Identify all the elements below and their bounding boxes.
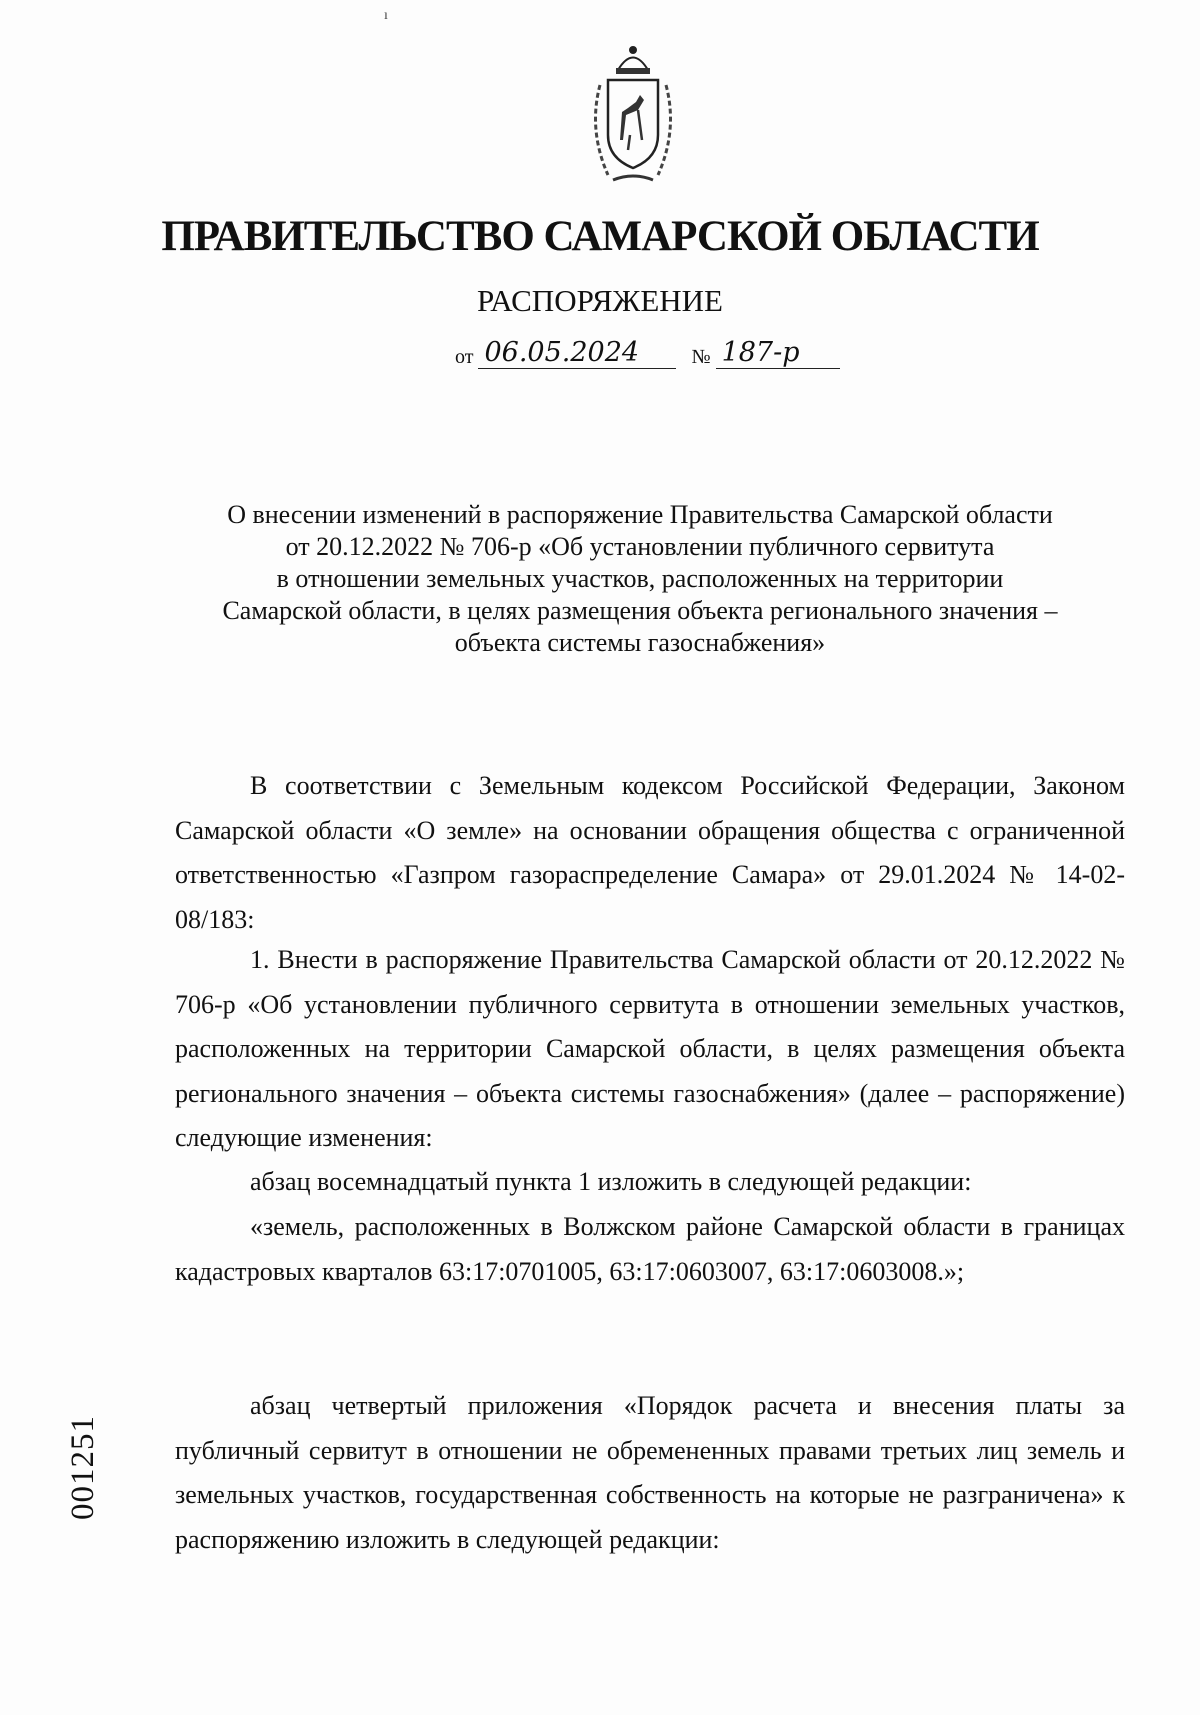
heading-line: в отношении земельных участков, расположенных на территории (276, 564, 1004, 593)
heading-line: от 20.12.2022 № 706-р «Об установлении публичного сервитута (285, 532, 995, 561)
government-title: ПРАВИТЕЛЬСТВО САМАРСКОЙ ОБЛАСТИ (161, 213, 1039, 260)
coat-of-arms-icon (578, 40, 688, 190)
heading-line: Самарской области, в целях размещения объекта регионального значения – (222, 596, 1058, 625)
body-paragraph-amendment-2: абзац четвертый приложения «Порядок расчета и внесения платы за публичный сервитут в отношении не обремененных правами третьих лиц земель и земельных участков, государственная собственность на которые не разграничена» к распоряжению изложить в следующей редакции: (175, 1391, 1125, 1554)
heading-line: объекта системы газоснабжения» (454, 628, 826, 657)
date-prefix: от (455, 346, 474, 368)
number-prefix: № (691, 346, 711, 368)
handwritten-number: 187-р (716, 338, 840, 369)
document-type: РАСПОРЯЖЕНИЕ (477, 283, 723, 318)
scan-mark: ı (384, 8, 388, 23)
body-paragraph-quote: «земель, расположенных в Волжском районе Самарской области в границах кадастровых кварталов 63:17:0701005, 63:17:0603007, 63:17:0603008.»; (175, 1212, 1125, 1286)
body-paragraph-preamble: В соответствии с Земельным кодексом Российской Федерации, Законом Самарской области «О земле» на основании обращения общества с ограниченной ответственностью «Газпром газораспределение Самара» от 29.01.2024 № 14-02-08/183: (175, 771, 1125, 934)
body-paragraph-amendment-1: абзац восемнадцатый пункта 1 изложить в следующей редакции: (250, 1167, 972, 1196)
heading-line: О внесении изменений в распоряжение Правительства Самарской области (227, 500, 1053, 529)
body-paragraph-item-1: 1. Внести в распоряжение Правительства Самарской области от 20.12.2022 № 706-р «Об установлении публичного сервитута в отношении земельных участков, расположенных на территории Самарской области, в целях размещения объекта регионального значения – объекта системы газоснабжения» (далее – распоряжение) следующие изменения: (175, 945, 1125, 1152)
registration-number: 001251 (65, 1415, 101, 1520)
date-number-line (455, 338, 840, 378)
handwritten-date: 06.05.2024 (478, 338, 676, 369)
document-heading (170, 499, 1110, 659)
